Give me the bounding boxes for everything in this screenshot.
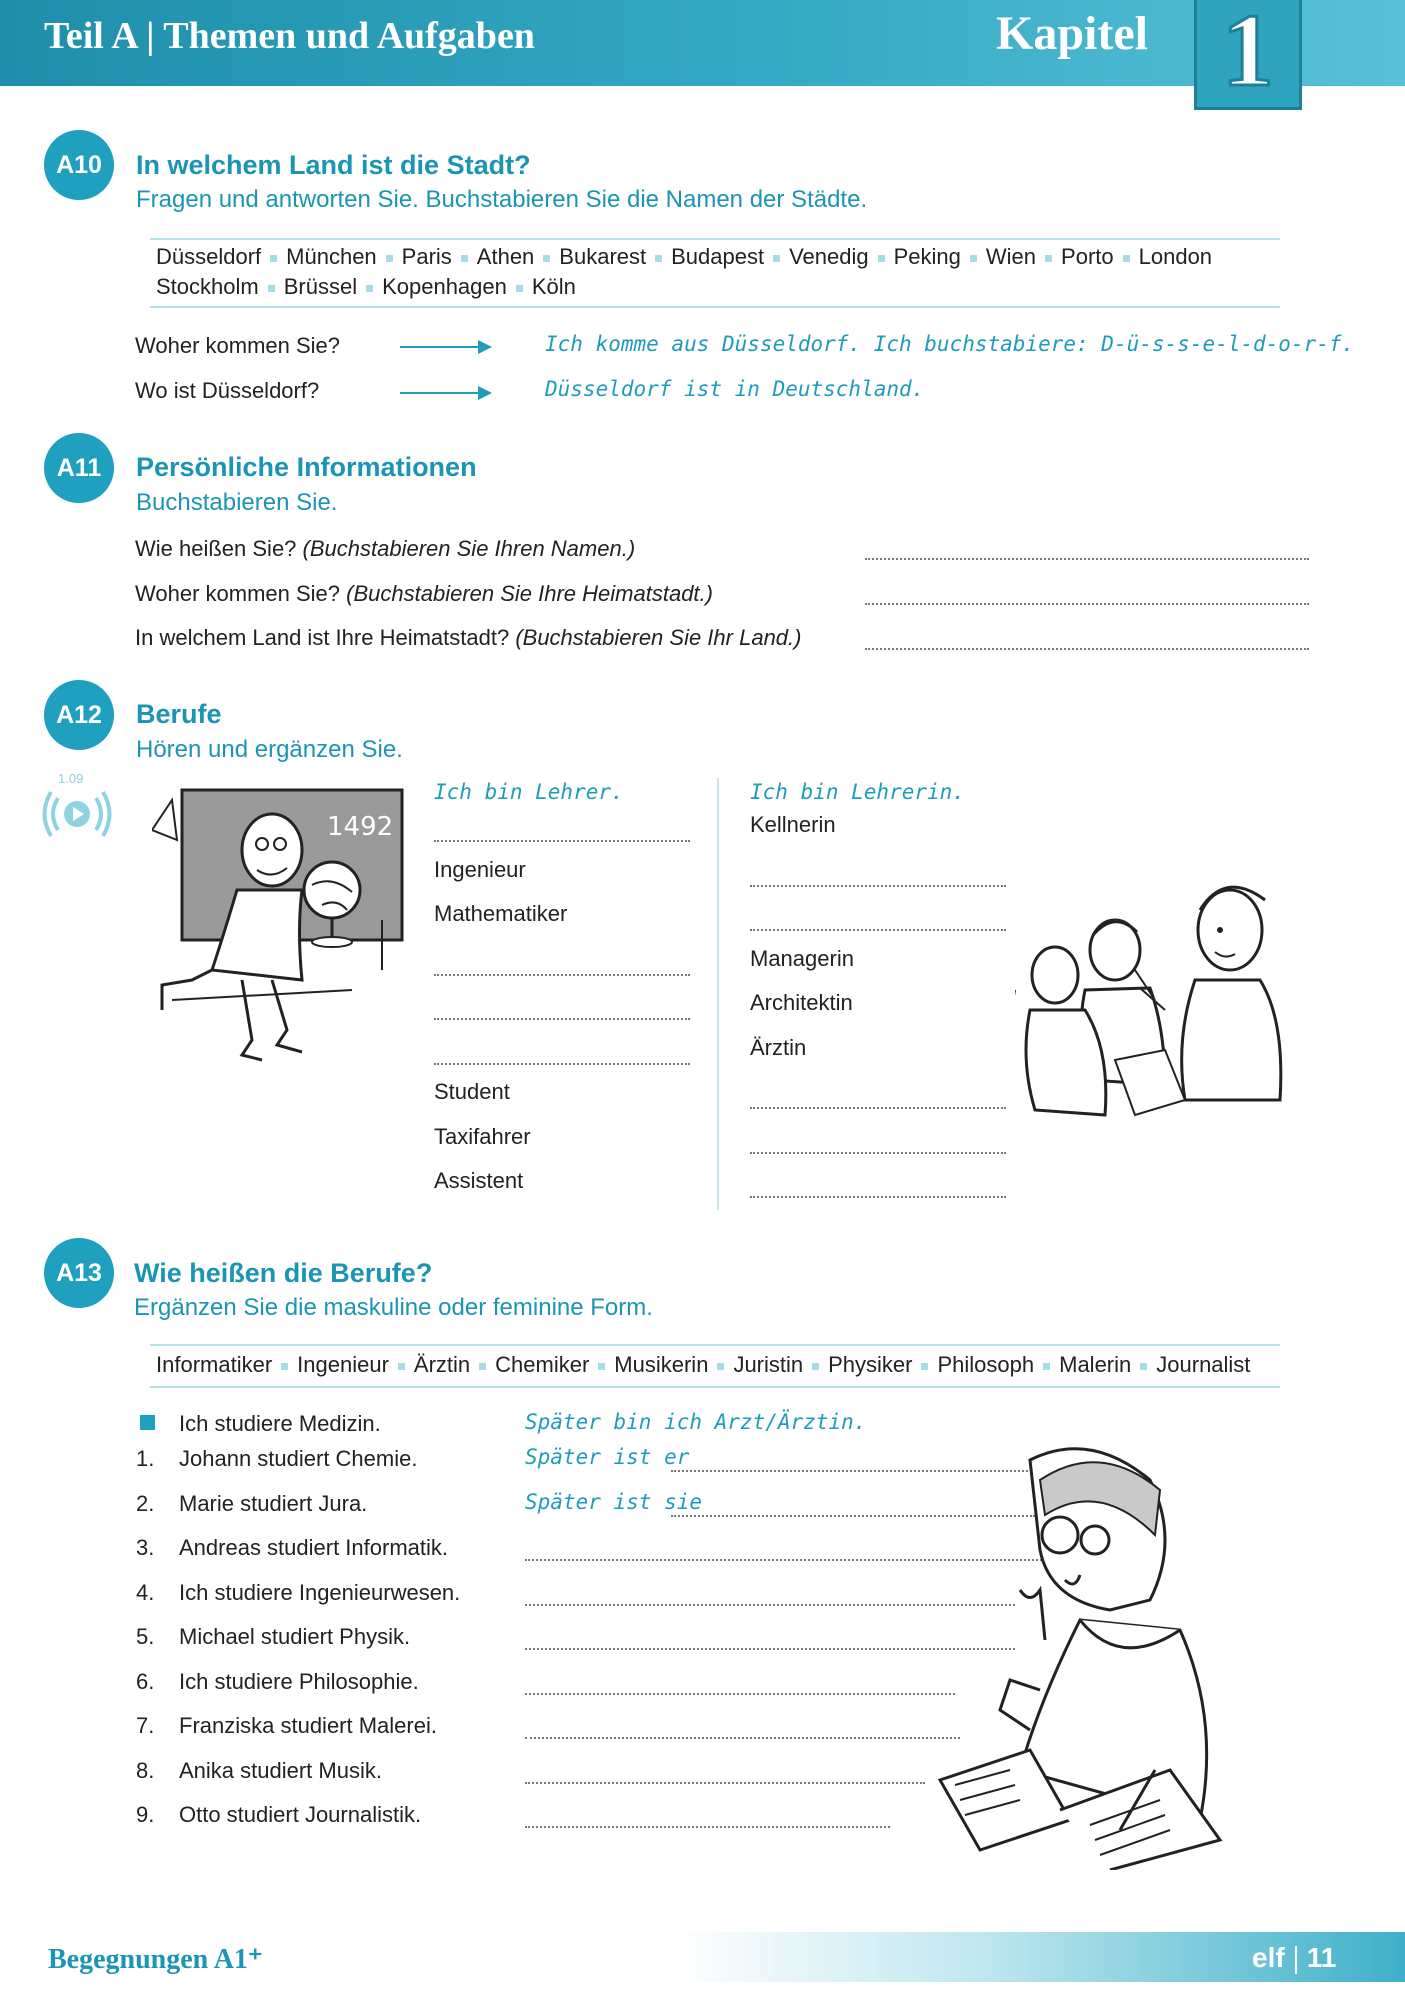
chapter-label: Kapitel: [996, 7, 1148, 60]
audio-play-icon[interactable]: [40, 786, 114, 842]
a11-subtitle: Buchstabieren Sie.: [136, 489, 338, 516]
word-item: Philosoph: [937, 1352, 1035, 1377]
item-answer-prefix: Später ist sie: [525, 1489, 703, 1514]
female-example: Ich bin Lehrerin.: [750, 780, 965, 804]
word-item: Peking: [893, 244, 961, 269]
word-item: Kopenhagen: [382, 274, 507, 299]
a10-answer-2: Düsseldorf ist in Deutschland.: [545, 377, 925, 401]
board-text: 1492: [327, 812, 394, 842]
item-text: Andreas studiert Informatik.: [179, 1535, 449, 1560]
word-separator: [717, 1363, 724, 1370]
word-item: Chemiker: [495, 1352, 590, 1377]
item-number: 8.: [136, 1757, 155, 1783]
word-item: Budapest: [671, 244, 765, 269]
a11-hint-2: (Buchstabieren Sie Ihre Heimatstadt.): [346, 581, 713, 606]
item-text: Ich studiere Ingenieurwesen.: [179, 1579, 461, 1605]
a10-answer-1: Ich komme aus Düsseldorf. Ich buchstabiere: D-ü-s-s-e-l-d-o-r-f.: [545, 332, 1355, 356]
male-profession: Ingenieur: [434, 856, 526, 882]
city-list-line-1: [156, 244, 1212, 270]
item-text: Otto studiert Journalistik.: [179, 1802, 422, 1827]
item-text: Ich studiere Philosophie.: [179, 1668, 419, 1694]
a13-title: Wie heißen die Berufe?: [134, 1258, 433, 1288]
a11-answer-line-2[interactable]: [865, 603, 1309, 605]
item-number: 4.: [136, 1579, 155, 1605]
exercise-badge-a11: A11: [44, 433, 114, 503]
word-separator: [386, 255, 393, 262]
word-item: Bukarest: [559, 244, 647, 269]
word-separator: [398, 1363, 405, 1370]
word-separator: [655, 255, 662, 262]
word-separator: [268, 285, 275, 292]
item-text: Franziska studiert Malerei.: [179, 1713, 437, 1738]
a11-row-2: [135, 581, 713, 607]
word-item: Köln: [531, 274, 576, 299]
word-item: Venedig: [789, 244, 869, 269]
word-separator: [878, 255, 885, 262]
word-item: Düsseldorf: [156, 244, 262, 269]
a10-subtitle: Fragen und antworten Sie. Buchstabieren Sie die Namen der Städte.: [136, 186, 868, 213]
header-title: Teil A | Themen und Aufgaben: [44, 15, 535, 57]
male-answer-line[interactable]: [434, 812, 690, 842]
word-separator: [281, 1363, 288, 1370]
word-item: Brüssel: [283, 274, 358, 299]
profession-word-list: [156, 1352, 1250, 1378]
female-profession: Ärztin: [750, 1034, 807, 1060]
male-answer-line[interactable]: [434, 990, 690, 1020]
arrow-1: [400, 346, 480, 348]
item-number: 7.: [136, 1713, 155, 1738]
a11-row-3: [135, 625, 801, 651]
exercise-badge-a13: A13: [44, 1238, 114, 1308]
city-list-line-2: [156, 274, 576, 300]
word-separator: [479, 1363, 486, 1370]
male-profession-list: [434, 812, 690, 1212]
column-divider: [717, 778, 719, 1210]
word-item: Paris: [401, 244, 452, 269]
exercise-badge-a12: A12: [44, 680, 114, 750]
word-separator: [270, 255, 277, 262]
item-number: 3.: [136, 1535, 155, 1560]
a10-title: In welchem Land ist die Stadt?: [136, 150, 531, 180]
a11-hint-1: (Buchstabieren Sie Ihren Namen.): [302, 536, 636, 561]
item-number: 1.: [136, 1446, 155, 1471]
word-item: Stockholm: [156, 274, 259, 299]
page-word: elf: [1252, 1942, 1285, 1973]
item-text: Anika studiert Musik.: [179, 1757, 382, 1783]
word-item: London: [1138, 244, 1213, 269]
a11-question-2: Woher kommen Sie?: [135, 581, 341, 606]
word-item: Musikerin: [614, 1352, 709, 1377]
male-profession: Student: [434, 1079, 510, 1104]
word-item: Physiker: [828, 1352, 913, 1377]
word-separator: [543, 255, 550, 262]
item-text: Michael studiert Physik.: [179, 1624, 411, 1649]
word-separator: [516, 285, 523, 292]
item-number: 9.: [136, 1802, 155, 1827]
page-number: 11: [1306, 1942, 1337, 1973]
female-answer-line[interactable]: [750, 1168, 1006, 1198]
a10-question-2: Wo ist Düsseldorf?: [135, 378, 320, 403]
word-separator: [366, 285, 373, 292]
word-item: München: [286, 244, 377, 269]
a11-title: Persönliche Informationen: [136, 452, 477, 482]
a13-example-text: Ich studiere Medizin.: [179, 1411, 381, 1436]
page-separator: [1295, 1946, 1297, 1974]
word-separator: [773, 255, 780, 262]
teacher-illustration: [152, 780, 412, 1070]
group-illustration: [1015, 870, 1285, 1170]
word-separator: [921, 1363, 928, 1370]
word-item: Ingenieur: [297, 1352, 389, 1377]
word-item: Ärztin: [413, 1352, 471, 1377]
item-answer-line[interactable]: [525, 1693, 955, 1695]
word-separator: [970, 255, 977, 262]
item-answer-line[interactable]: [525, 1782, 925, 1784]
arrow-2: [400, 392, 480, 394]
arrow-head-2: [478, 386, 492, 400]
item-number: 6.: [136, 1668, 155, 1694]
female-profession: Kellnerin: [750, 812, 836, 837]
page-number-area: [1252, 1942, 1336, 1974]
word-separator: [1045, 255, 1052, 262]
female-answer-line[interactable]: [750, 1124, 1006, 1154]
word-separator: [1140, 1363, 1147, 1370]
item-answer-line[interactable]: [525, 1826, 890, 1828]
item-text: Marie studiert Jura.: [179, 1490, 368, 1516]
item-number: 2.: [136, 1490, 155, 1516]
item-text: Johann studiert Chemie.: [179, 1446, 418, 1471]
word-separator: [598, 1363, 605, 1370]
female-profession: Managerin: [750, 945, 854, 971]
book-title: Begegnungen A1⁺: [48, 1944, 263, 1975]
male-profession: Mathematiker: [434, 901, 568, 926]
male-answer-line[interactable]: [434, 946, 690, 976]
item-answer-line[interactable]: [525, 1737, 960, 1739]
example-bullet: [140, 1415, 155, 1430]
a11-question-1: Wie heißen Sie?: [135, 536, 297, 561]
word-item: Journalist: [1156, 1352, 1251, 1377]
male-answer-line[interactable]: [434, 1035, 690, 1065]
student-illustration: [920, 1440, 1265, 1870]
female-profession: Architektin: [750, 990, 853, 1015]
word-separator: [812, 1363, 819, 1370]
arrow-head-1: [478, 340, 492, 354]
female-profession-list: [750, 812, 1006, 1212]
word-separator: [1043, 1363, 1050, 1370]
a11-question-3: In welchem Land ist Ihre Heimatstadt?: [135, 625, 510, 650]
item-number: 5.: [136, 1624, 155, 1649]
a11-row-1: [135, 536, 635, 562]
audio-track-number: 1.09: [58, 771, 84, 786]
word-item: Wien: [985, 244, 1037, 269]
word-item: Athen: [476, 244, 535, 269]
exercise-badge-a10: A10: [44, 130, 114, 200]
female-answer-line[interactable]: [750, 901, 1006, 931]
word-separator: [461, 255, 468, 262]
a10-question-1: Woher kommen Sie?: [135, 333, 341, 358]
male-profession: Assistent: [434, 1168, 524, 1193]
word-item: Porto: [1061, 244, 1114, 269]
male-profession: Taxifahrer: [434, 1123, 531, 1149]
a12-subtitle: Hören und ergänzen Sie.: [136, 736, 403, 763]
a11-hint-3: (Buchstabieren Sie Ihr Land.): [515, 625, 802, 650]
a11-answer-line-1[interactable]: [865, 558, 1309, 560]
chapter-number: 1: [1222, 0, 1274, 108]
word-item: Juristin: [733, 1352, 804, 1377]
word-item: Informatiker: [156, 1352, 273, 1377]
word-item: Malerin: [1059, 1352, 1132, 1377]
a13-subtitle: Ergänzen Sie die maskuline oder feminine Form.: [134, 1294, 653, 1321]
male-example: Ich bin Lehrer.: [434, 780, 624, 804]
female-answer-line[interactable]: [750, 857, 1006, 887]
a13-example-answer: Später bin ich Arzt/Ärztin.: [525, 1410, 867, 1434]
item-answer-prefix: Später ist er: [525, 1445, 690, 1469]
female-answer-line[interactable]: [750, 1079, 1006, 1109]
a11-answer-line-3[interactable]: [865, 648, 1309, 650]
a12-title: Berufe: [136, 699, 222, 729]
word-separator: [1123, 255, 1130, 262]
